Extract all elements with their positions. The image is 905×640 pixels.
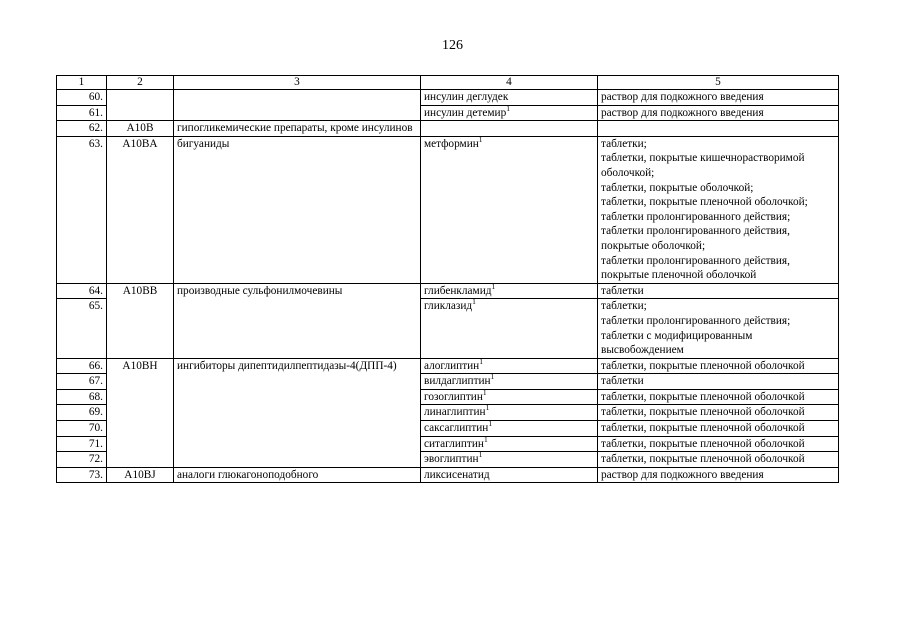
- drug-name: гликлазид$^1$: [421, 299, 598, 358]
- column-header: 1: [57, 76, 107, 90]
- dosage-form: таблетки, покрытые пленочной оболочкой: [598, 436, 839, 452]
- row-number: 64.: [57, 283, 107, 299]
- footnote-mark: 1: [490, 372, 495, 382]
- drug-name: метформин$^1$: [421, 136, 598, 283]
- drug-name: инсулин деглудек: [421, 90, 598, 106]
- footnote-mark: 1: [479, 356, 483, 366]
- row-number: 60.: [57, 90, 107, 106]
- group-name: ингибиторы дипептидилпептидазы-4(ДПП-4): [174, 358, 421, 467]
- dosage-form: таблетки: [598, 283, 839, 299]
- row-number: 68.: [57, 389, 107, 405]
- row-number: 65.: [57, 299, 107, 358]
- footnote-mark: 1: [478, 135, 483, 145]
- footnote-mark: 1: [485, 403, 490, 413]
- drug-name: алоглиптин$^1$: [421, 358, 598, 374]
- table-row: [57, 467, 839, 483]
- drug-name: саксаглиптин$^1$: [421, 421, 598, 437]
- group-name: бигуаниды: [174, 136, 421, 283]
- footnote-mark: 1: [506, 103, 510, 113]
- column-header: 5: [598, 76, 839, 90]
- atc-code: A10B: [107, 121, 174, 137]
- row-number: 63.: [57, 136, 107, 283]
- table-header-row: [57, 76, 839, 90]
- footnote-mark: 1: [472, 297, 476, 307]
- row-number: 62.: [57, 121, 107, 137]
- dosage-form: таблетки: [598, 374, 839, 390]
- row-number: 73.: [57, 467, 107, 483]
- row-number: 67.: [57, 374, 107, 390]
- column-header: 4: [421, 76, 598, 90]
- dosage-form: таблетки, покрытые пленочной оболочкой: [598, 452, 839, 468]
- footnote-mark: 1: [482, 388, 487, 398]
- atc-code: A10BJ: [107, 467, 174, 483]
- table-row: [57, 90, 839, 106]
- group-name: гипогликемические препараты, кроме инсулинов: [174, 121, 421, 137]
- drug-name: [421, 121, 598, 137]
- table-row: [57, 283, 839, 299]
- row-number: 71.: [57, 436, 107, 452]
- table-row: [57, 136, 839, 283]
- footnote-mark: 1: [483, 434, 488, 444]
- drug-name: глибенкламид$^1$: [421, 283, 598, 299]
- drug-name: ситаглиптин$^1$: [421, 436, 598, 452]
- group-name: производные сульфонилмочевины: [174, 283, 421, 358]
- drug-name: инсулин детемир$^1$: [421, 105, 598, 121]
- group-cell: [174, 90, 421, 121]
- footnote-mark: 1: [488, 419, 493, 429]
- dosage-form: таблетки, покрытые пленочной оболочкой: [598, 405, 839, 421]
- atc-code: A10BB: [107, 283, 174, 358]
- footnote-mark: 1: [491, 281, 496, 291]
- dosage-form: раствор для подкожного введения: [598, 105, 839, 121]
- row-number: 66.: [57, 358, 107, 374]
- dosage-form: таблетки, покрытые пленочной оболочкой: [598, 389, 839, 405]
- drug-name: вилдаглиптин$^1$: [421, 374, 598, 390]
- row-number: 70.: [57, 421, 107, 437]
- row-number: 72.: [57, 452, 107, 468]
- drug-name: ликсисенатид: [421, 467, 598, 483]
- dosage-form: таблетки, покрытые пленочной оболочкой: [598, 358, 839, 374]
- dosage-form: таблетки; таблетки, покрытые кишечнорастворимой оболочкой; таблетки, покрытые оболочкой; таблетки, покрытые пленочной оболочкой; таблетки пролонгированного действия; таблетки пролонгированного действия, покрытые оболочкой; таблетки пролонгированного действия, покрытые пленочной оболочкой: [598, 136, 839, 283]
- atc-code: A10BA: [107, 136, 174, 283]
- column-header: 3: [174, 76, 421, 90]
- atc-code: A10BH: [107, 358, 174, 467]
- group-name: аналоги глюкагоноподобного: [174, 467, 421, 483]
- column-header: 2: [107, 76, 174, 90]
- dosage-form: раствор для подкожного введения: [598, 467, 839, 483]
- drug-name: эвоглиптин$^1$: [421, 452, 598, 468]
- dosage-form: [598, 121, 839, 137]
- drug-name: гозоглиптин$^1$: [421, 389, 598, 405]
- row-number: 69.: [57, 405, 107, 421]
- row-number: 61.: [57, 105, 107, 121]
- dosage-form: таблетки, покрытые пленочной оболочкой: [598, 421, 839, 437]
- footnote-mark: 1: [478, 450, 483, 460]
- dosage-form: раствор для подкожного введения: [598, 90, 839, 106]
- dosage-form: таблетки; таблетки пролонгированного действия; таблетки с модифицированным высвобождением: [598, 299, 839, 358]
- drug-table: [56, 75, 839, 483]
- table-row: [57, 121, 839, 137]
- table-row: [57, 358, 839, 374]
- drug-name: линаглиптин$^1$: [421, 405, 598, 421]
- page-number: 126: [442, 38, 463, 53]
- atc-code-cell: [107, 90, 174, 121]
